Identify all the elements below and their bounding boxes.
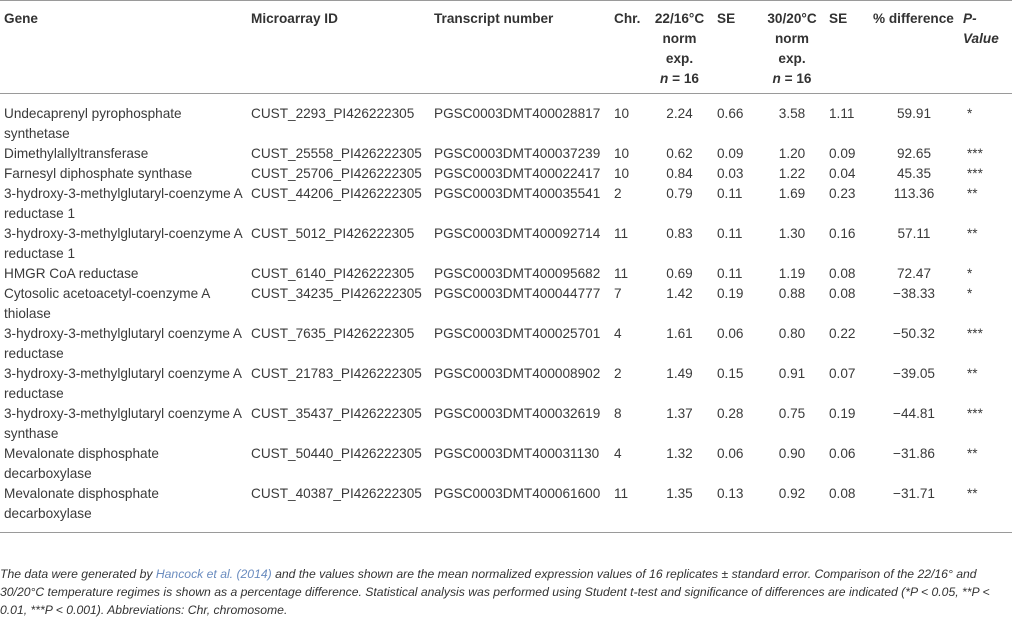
cell-gene: 3-hydroxy-3-methylglutaryl coenzyme A reductase <box>4 326 242 361</box>
cell-se2: 0.19 <box>829 406 856 421</box>
cell-exp-30-20: 3.58 <box>759 94 825 145</box>
header-exp2-n-value: = 16 <box>780 71 812 86</box>
cell-se2: 0.08 <box>829 286 856 301</box>
header-pvalue-label: P-Value <box>963 11 999 46</box>
cell-exp-22-16: 2.24 <box>646 94 713 145</box>
cell-transcript-number: PGSC0003DMT400022417 <box>434 166 601 181</box>
cell-gene: HMGR CoA reductase <box>4 266 139 281</box>
table-row <box>0 444 1012 484</box>
cell-se1: 0.11 <box>717 186 743 201</box>
cell-exp-30-20: 0.91 <box>778 366 806 381</box>
cell-exp-30-20: 1.69 <box>778 186 806 201</box>
cell-chr: 2 <box>614 366 622 381</box>
cell-chr: 10 <box>614 166 630 181</box>
cell-microarray-id: CUST_34235_PI426222305 <box>251 286 422 301</box>
cell-se2: 0.22 <box>829 326 856 341</box>
header-row <box>0 1 1012 94</box>
cell-exp-30-20: 0.80 <box>778 326 806 341</box>
table-row <box>0 364 1012 404</box>
cell-chr: 8 <box>614 406 622 421</box>
cell-pct-diff: −38.33 <box>893 286 935 301</box>
cell-pvalue: * <box>967 266 973 281</box>
citation-link[interactable]: Hancock et al. (2014) <box>155 567 272 581</box>
table-row <box>0 164 1012 184</box>
cell-chr: 10 <box>610 94 646 145</box>
cell-pvalue: *** <box>967 406 983 421</box>
cell-pct-diff: 113.36 <box>893 186 935 201</box>
table-header <box>0 1 1012 94</box>
cell-gene: Mevalonate disphosphate decarboxylase <box>0 484 247 533</box>
cell-exp-30-20: 1.30 <box>778 226 806 241</box>
cell-chr: 4 <box>614 446 622 461</box>
cell-gene: 3-hydroxy-3-methylglutaryl coenzyme A synthase <box>4 406 242 441</box>
cell-exp-30-20: 1.22 <box>778 166 806 181</box>
cell-transcript-number: PGSC0003DMT400008902 <box>434 366 601 381</box>
cell-exp-22-16: 1.61 <box>666 326 693 341</box>
cell-chr: 11 <box>614 226 629 241</box>
cell-se2: 0.08 <box>829 266 856 281</box>
cell-transcript-number: PGSC0003DMT400092714 <box>434 226 601 241</box>
cell-se1: 0.19 <box>717 286 744 301</box>
cell-transcript-number: PGSC0003DMT400035541 <box>434 186 601 201</box>
cell-exp-30-20: 0.75 <box>778 406 806 421</box>
cell-microarray-id: CUST_21783_PI426222305 <box>251 366 422 381</box>
cell-se1: 0.11 <box>717 266 743 281</box>
cell-gene: 3-hydroxy-3-methylglutaryl-coenzyme A reductase 1 <box>4 186 242 221</box>
table-row <box>0 484 1012 533</box>
header-exp2-line2: norm <box>775 31 809 46</box>
cell-pvalue: ** <box>967 226 978 241</box>
cell-se2: 0.04 <box>829 166 856 181</box>
table-body <box>0 94 1012 533</box>
cell-microarray-id: CUST_2293_PI426222305 <box>247 94 430 145</box>
cell-transcript-number: PGSC0003DMT400037239 <box>434 146 601 161</box>
cell-exp-30-20: 0.90 <box>778 446 806 461</box>
cell-chr: 10 <box>614 146 630 161</box>
table-row <box>0 264 1012 284</box>
cell-microarray-id: CUST_40387_PI426222305 <box>247 484 430 533</box>
cell-exp-22-16: 0.83 <box>666 226 693 241</box>
cell-se2: 0.23 <box>829 186 856 201</box>
cell-gene: 3-hydroxy-3-methylglutaryl-coenzyme A reductase 1 <box>4 226 242 261</box>
cell-pvalue: *** <box>967 326 983 341</box>
cell-microarray-id: CUST_25706_PI426222305 <box>251 166 422 181</box>
cell-exp-22-16: 1.49 <box>666 366 693 381</box>
cell-exp-22-16: 1.37 <box>666 406 693 421</box>
cell-microarray-id: CUST_5012_PI426222305 <box>251 226 415 241</box>
cell-exp-22-16: 0.84 <box>666 166 693 181</box>
cell-pct-diff: −50.32 <box>893 326 935 341</box>
cell-microarray-id: CUST_25558_PI426222305 <box>251 146 422 161</box>
cell-transcript-number: PGSC0003DMT400031130 <box>434 446 600 461</box>
cell-se1: 0.06 <box>717 446 744 461</box>
cell-gene: Dimethylallyltransferase <box>4 146 149 161</box>
cell-pct-diff: 59.91 <box>869 94 959 145</box>
header-exp2-n-label: n <box>772 71 781 86</box>
cell-microarray-id: CUST_7635_PI426222305 <box>251 326 415 341</box>
header-pvalue <box>959 1 1012 94</box>
table-row <box>0 324 1012 364</box>
cell-se1: 0.13 <box>713 484 759 533</box>
cell-transcript-number: PGSC0003DMT400028817 <box>430 94 610 145</box>
cell-se2: 0.07 <box>829 366 856 381</box>
header-exp-22-16 <box>646 1 713 94</box>
cell-transcript-number: PGSC0003DMT400044777 <box>434 286 601 301</box>
cell-pct-diff: 45.35 <box>896 166 932 181</box>
header-exp2-line3: exp. <box>778 51 806 66</box>
header-exp1-n-label: n <box>660 71 669 86</box>
cell-exp-22-16: 1.42 <box>666 286 693 301</box>
header-chr: Chr. <box>610 1 646 94</box>
header-microarray-id: Microarray ID <box>247 1 430 94</box>
table-row <box>0 224 1012 264</box>
cell-pvalue: *** <box>967 166 983 181</box>
cell-pvalue: ** <box>967 366 978 381</box>
cell-pvalue: * <box>959 94 1012 145</box>
cell-se1: 0.28 <box>717 406 744 421</box>
cell-pct-diff: −31.71 <box>869 484 959 533</box>
cell-pct-diff: −31.86 <box>893 446 935 461</box>
cell-pvalue: * <box>967 286 973 301</box>
header-exp1-line2: norm <box>662 31 697 46</box>
cell-se1: 0.06 <box>717 326 744 341</box>
cell-chr: 7 <box>614 286 622 301</box>
cell-pct-diff: 57.11 <box>897 226 931 241</box>
table-row <box>0 184 1012 224</box>
cell-gene: 3-hydroxy-3-methylglutaryl coenzyme A reductase <box>4 366 242 401</box>
cell-se1: 0.66 <box>713 94 759 145</box>
header-se1: SE <box>713 1 759 94</box>
cell-se2: 1.11 <box>825 94 869 145</box>
footnote-text-2: and the values shown are the mean normalized expression values of 16 replicates ± standard error. Comparison of the 22/16° and 30/20°C temperature regimes is shown as a percentage difference. Statistical analysis was performed using Student t-test and significance of differences are indicated (*P < 0.05, **P < 0.01, ***P < 0.001). Abbreviations: Chr, chromosome. <box>0 567 990 617</box>
cell-chr: 4 <box>614 326 622 341</box>
table-row <box>0 144 1012 164</box>
cell-pct-diff: −39.05 <box>893 366 935 381</box>
cell-se1: 0.09 <box>717 146 744 161</box>
cell-microarray-id: CUST_50440_PI426222305 <box>251 446 422 461</box>
table-row <box>0 284 1012 324</box>
cell-se1: 0.15 <box>717 366 744 381</box>
cell-microarray-id: CUST_6140_PI426222305 <box>251 266 415 281</box>
cell-transcript-number: PGSC0003DMT400095682 <box>434 266 601 281</box>
cell-gene: Farnesyl diphosphate synthase <box>4 166 193 181</box>
cell-chr: 2 <box>614 186 622 201</box>
cell-microarray-id: CUST_35437_PI426222305 <box>251 406 422 421</box>
header-transcript-number: Transcript number <box>430 1 610 94</box>
cell-se1: 0.03 <box>717 166 744 181</box>
cell-pvalue: ** <box>967 186 978 201</box>
cell-transcript-number: PGSC0003DMT400061600 <box>430 484 610 533</box>
cell-exp-30-20: 1.19 <box>778 266 806 281</box>
cell-microarray-id: CUST_44206_PI426222305 <box>251 186 422 201</box>
cell-exp-30-20: 0.88 <box>778 286 806 301</box>
footnote-text-1: The data were generated by <box>0 567 156 581</box>
cell-gene: Cytosolic acetoacetyl-coenzyme A thiolase <box>4 286 210 321</box>
cell-exp-30-20: 1.20 <box>778 146 806 161</box>
table-row <box>0 404 1012 444</box>
cell-exp-22-16: 0.69 <box>666 266 693 281</box>
cell-se2: 0.16 <box>829 226 856 241</box>
cell-gene: Mevalonate disphosphate decarboxylase <box>4 446 159 481</box>
header-exp2-line1: 30/20°C <box>767 11 817 26</box>
header-gene: Gene <box>0 1 247 94</box>
cell-exp-22-16: 1.35 <box>646 484 713 533</box>
cell-pct-diff: 72.47 <box>896 266 932 281</box>
table-footnote <box>0 565 1010 619</box>
cell-pvalue: ** <box>959 484 1012 533</box>
cell-pvalue: ** <box>967 446 978 461</box>
cell-exp-22-16: 0.79 <box>666 186 693 201</box>
cell-pvalue: *** <box>967 146 983 161</box>
cell-chr: 11 <box>610 484 646 533</box>
header-pct-diff: % difference <box>869 1 959 94</box>
cell-transcript-number: PGSC0003DMT400025701 <box>434 326 601 341</box>
header-exp1-line1: 22/16°C <box>654 11 705 26</box>
cell-gene: Undecaprenyl pyrophosphate synthetase <box>0 94 247 145</box>
header-se2: SE <box>825 1 869 94</box>
cell-chr: 11 <box>614 266 629 281</box>
cell-exp-22-16: 1.32 <box>666 446 693 461</box>
table-row <box>0 94 1012 145</box>
cell-pct-diff: −44.81 <box>893 406 935 421</box>
cell-exp-30-20: 0.92 <box>759 484 825 533</box>
cell-transcript-number: PGSC0003DMT400032619 <box>434 406 601 421</box>
header-exp1-n <box>650 69 709 89</box>
cell-se2: 0.08 <box>825 484 869 533</box>
header-exp1-n-value: = 16 <box>668 71 699 86</box>
header-exp-30-20 <box>759 1 825 94</box>
cell-se1: 0.11 <box>717 226 743 241</box>
header-exp1-line3: exp. <box>665 51 694 66</box>
cell-exp-22-16: 0.62 <box>666 146 693 161</box>
cell-se2: 0.06 <box>829 446 856 461</box>
cell-se2: 0.09 <box>829 146 856 161</box>
cell-pct-diff: 92.65 <box>896 146 932 161</box>
header-exp2-n <box>763 69 821 89</box>
